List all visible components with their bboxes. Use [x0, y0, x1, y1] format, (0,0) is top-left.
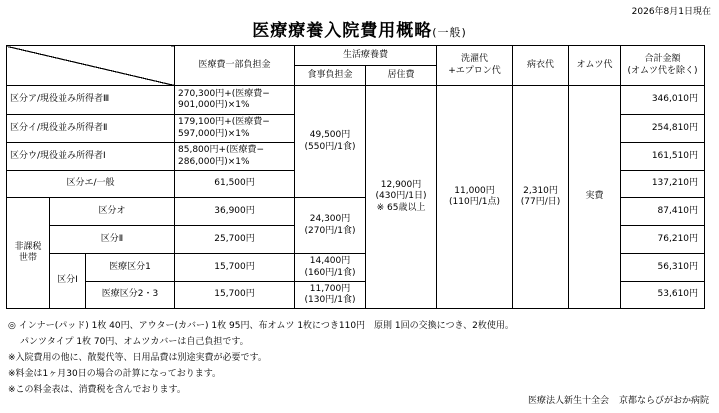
- hikazei-line-2: 世帯: [18, 253, 37, 263]
- residence-cell: [366, 86, 437, 309]
- meal-cell: [295, 282, 366, 309]
- medical-line-1: 85,800円+(医療費−: [178, 145, 265, 156]
- total-cell: 346,010円: [621, 86, 705, 115]
- meal-cell-upper: [295, 86, 366, 198]
- medical-line-1: 270,300円+(医療費−: [178, 88, 270, 99]
- total-cell: 53,610円: [621, 282, 705, 309]
- total-cell: 56,310円: [621, 254, 705, 282]
- medical-cell: [175, 143, 295, 171]
- meal-cell: [295, 254, 366, 282]
- header-total-2: (オムツ代を除く): [627, 65, 698, 76]
- header-laundry: [437, 46, 513, 86]
- note-calc: ※料金は1ヶ月30日の場合の計算になっております。: [8, 369, 222, 379]
- total-cell: 87,410円: [621, 198, 705, 226]
- meal-per-meal: (130円/1食): [304, 295, 356, 305]
- hikazei-line-1: 非課税: [14, 241, 42, 252]
- row-label: 医療区分1: [86, 254, 175, 282]
- medical-line-2: 597,000円)×1%: [178, 128, 250, 139]
- medical-cell: [175, 86, 295, 115]
- medical-line-2: 286,000円)×1%: [178, 156, 250, 167]
- gown-cell: [513, 86, 569, 309]
- medical-line-2: 901,000円)×1%: [178, 100, 250, 110]
- meal-per-meal: (270円/1食): [304, 225, 356, 236]
- note-tax: ※この料金表は、消費税を含んでおります。: [8, 385, 186, 395]
- laundry-cell: [437, 86, 513, 309]
- row-label: 医療区分2・3: [86, 282, 175, 309]
- row-label: 区分ウ/現役並み所得者Ⅰ: [7, 143, 175, 171]
- header-laundry-1: 洗濯代: [461, 54, 489, 65]
- gown-per-day: (77円/日): [520, 197, 561, 207]
- row-label: 区分エ/一般: [7, 171, 175, 198]
- footer: [528, 393, 709, 406]
- footer-org: 医療法人新生十全会: [527, 396, 609, 406]
- medical-cell: 15,700円: [175, 254, 295, 282]
- total-cell: 76,210円: [621, 226, 705, 254]
- note-diaper: ◎ インナー(パッド) 1枚 40円、アウター(カバー) 1枚 95円、布オムツ 1枚につき110円 原則 1回の交換につき、2枚使用。: [8, 321, 514, 331]
- footer-hospital: 京都ならびがおか病院: [618, 396, 709, 406]
- title-text: 医療療養入院費用概略: [252, 21, 433, 41]
- row-label: 区分ア/現役並み所得者Ⅲ: [7, 86, 175, 115]
- header-diaper: オムツ代: [569, 46, 621, 86]
- header-medical: 医療費一部負担金: [175, 46, 295, 86]
- gown-amount: 2,310円: [523, 185, 558, 196]
- medical-cell: 25,700円: [175, 226, 295, 254]
- laundry-amount: 11,000円: [454, 185, 495, 196]
- fee-table: [6, 45, 705, 309]
- notes: [8, 318, 514, 398]
- total-cell: 254,810円: [621, 115, 705, 143]
- meal-amount: 49,500円: [309, 130, 351, 141]
- meal-amount: 24,300円: [309, 214, 351, 225]
- header-meal: 食事負担金: [295, 66, 366, 86]
- header-gown: 病衣代: [513, 46, 569, 86]
- header-residence: 居住費: [366, 66, 437, 86]
- meal-cell-middle: [295, 198, 366, 254]
- note-extra: ※入院費用の他に、散髪代等、日用品費は別途実費が必要です。: [8, 353, 267, 363]
- row-label: 区分イ/現役並み所得者Ⅱ: [7, 115, 175, 143]
- meal-amount: 11,700円: [309, 283, 351, 294]
- page-title: [0, 16, 719, 41]
- meal-amount: 14,400円: [309, 256, 351, 267]
- laundry-per-item: (110円/1点): [449, 197, 501, 207]
- header-total: [621, 46, 705, 86]
- header-total-1: 合計金額: [644, 54, 681, 65]
- meal-per-meal: (550円/1食): [304, 141, 356, 152]
- residence-amount: 12,900円: [380, 180, 422, 191]
- medical-cell: 15,700円: [175, 282, 295, 309]
- residence-per-day: (430円/1日): [375, 191, 427, 202]
- medical-line-1: 179,100円+(医療費−: [178, 117, 270, 128]
- date-label: 2026年8月1日現在: [631, 7, 711, 17]
- medical-cell: 36,900円: [175, 198, 295, 226]
- meal-per-meal: (160円/1食): [304, 267, 356, 278]
- title-subtitle: (一般): [432, 26, 467, 39]
- header-laundry-2: +エプロン代: [448, 65, 501, 76]
- diaper-cell: 実費: [569, 86, 621, 309]
- header-living: 生活療養費: [295, 46, 437, 66]
- row-label: 区分Ⅱ: [50, 226, 175, 254]
- total-cell: 137,210円: [621, 171, 705, 198]
- corner-cell: [7, 46, 175, 86]
- table-row: [7, 86, 705, 115]
- total-cell: 161,510円: [621, 143, 705, 171]
- hikazei-label: [7, 198, 50, 309]
- medical-cell: 61,500円: [175, 171, 295, 198]
- note-diaper-cont: パンツタイプ 1枚 70円、オムツカバーは自己負担です。: [20, 337, 249, 347]
- medical-cell: [175, 115, 295, 143]
- row-label: 区分オ: [50, 198, 175, 226]
- kubun1-label: 区分Ⅰ: [50, 254, 86, 309]
- residence-note: ※ 65歳以上: [376, 202, 426, 213]
